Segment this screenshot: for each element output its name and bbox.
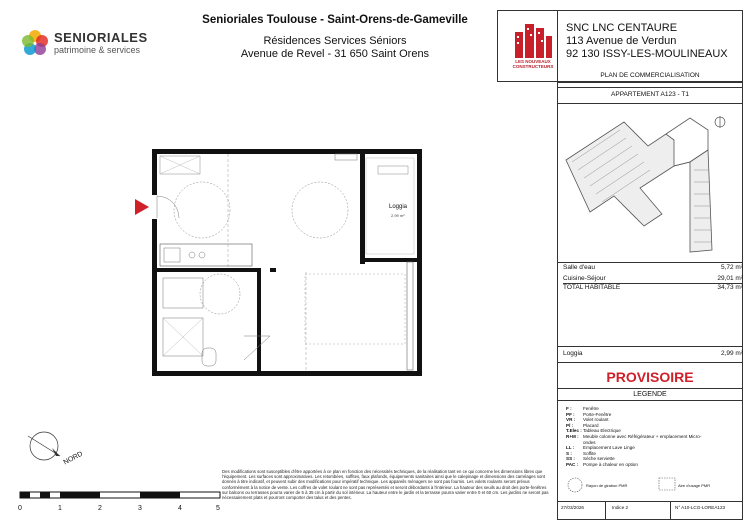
seniorales-logo — [20, 28, 148, 58]
legend — [566, 406, 703, 468]
north-arrow-icon — [24, 426, 80, 472]
scale-tick: 0 — [18, 505, 22, 512]
company-info: SNC LNC CENTAURE 113 Avenue de Verdun 92 130 ISSY-LES-MOULINEAUX — [566, 22, 728, 60]
legend-item: Pl : Placard — [566, 422, 599, 428]
status-badge: PROVISOIRE — [606, 369, 694, 385]
scale-tick: 3 — [138, 505, 142, 512]
north-label: NORD — [62, 450, 85, 467]
key-plan — [562, 110, 740, 260]
legend-item: PAC : Pompe à chaleur en option — [566, 461, 638, 467]
header-divider — [497, 10, 498, 82]
surface-row: Cuisine-Séjour 29,01 m² — [563, 275, 743, 282]
residence-type: Résidences Services Séniors — [263, 35, 407, 47]
legend-item: R+M : Meuble colonne avec Réfrigérateur + emplacement Micro-ondes — [566, 433, 702, 445]
brand-name: SENIORIALES — [54, 30, 148, 45]
pmr-turning-label: Rayon de giration PMR — [586, 483, 628, 488]
logo-flower-icon — [20, 28, 50, 58]
footer-date: 27/03/2026 — [561, 505, 584, 510]
scale-tick: 5 — [216, 505, 220, 512]
plan-title: PLAN DE COMMERCIALISATION — [600, 72, 700, 79]
brand-tagline: patrimoine & services — [54, 45, 141, 55]
builder-name: LES NOUVEAUX CONSTRUCTEURS — [512, 59, 554, 69]
legend-item: PF : Porte-Fenêtre — [566, 411, 612, 417]
legend-item: VR : Volet roulant — [566, 417, 609, 423]
project-title: Senioriales Toulouse - Saint-Orens-de-Gameville — [202, 14, 468, 26]
floor-plan — [130, 140, 440, 385]
loggia-label: Loggia — [389, 204, 408, 210]
legend-item: F : Fenêtre — [566, 406, 599, 411]
footer-reference: N° A10-LCG-LOREA123 — [675, 505, 726, 510]
legend-title: LEGENDE — [633, 391, 667, 398]
surface-row: Salle d'eau 5,72 m² — [563, 264, 743, 271]
surface-total: TOTAL HABITABLE 34,73 m² — [563, 284, 743, 291]
legend-item: T.Elec : Tableau Electrique — [566, 428, 621, 434]
pmr-turning-icon — [566, 476, 584, 494]
scale-bar — [18, 490, 228, 504]
scale-tick: 2 — [98, 505, 102, 512]
project-title-block — [190, 14, 480, 60]
legend-item: SS : Sèche serviette — [566, 456, 615, 462]
legend-item: S : Soffite — [566, 450, 596, 456]
scale-tick: 1 — [58, 505, 62, 512]
annex-row: Loggia 2,99 m² — [563, 350, 743, 357]
project-address: Avenue de Revel - 31 650 Saint Orens — [240, 48, 430, 60]
pmr-usage-icon — [658, 477, 676, 491]
footer-index: Indice 2 — [612, 505, 629, 510]
apartment-label: APPARTEMENT A123 - T1 — [611, 91, 689, 98]
scale-tick: 4 — [178, 505, 182, 512]
disclaimer-text: Des modifications sont susceptibles d'être apportées à ce plan en fonction des nécessités techniques, de la réalisation tant en ce qui concerne les dimensions libres que l'équipement. Les surfaces sont approximatives. Les retombées, soffites, faux plafonds, équipements sanitaires ainsi que le calepinage et dimensions des carrelages sont donnés à titre indicatif, et peuvent subir des modifications pour impératif technique. Les appareils ménagers ne sont pas fournis. Les volets roulants seront prévus conformément à la notice de vente. Les coffres de volet roulant ne sont pas représentés et seront débordants à l'intérieur. La hauteur des seuils au droit des porte-fenêtres sur balcons ou terrasses pourra varier de 5 à 35 cm à partir du sol intérieur. La hauteur entre le jardin et la terrasse pourra varier entre 0 et 60 cm. Les jardins ne seront pas nécessairement plats et pourront comporter des talus et des pentes. — [222, 469, 549, 501]
legend-item: LL : Emplacement Lave Linge — [566, 445, 635, 451]
entrance-arrow-icon — [135, 199, 149, 215]
loggia-area: 2,99 m² — [391, 213, 405, 218]
pmr-usage-label: Aire d'usage PMR — [678, 483, 711, 488]
